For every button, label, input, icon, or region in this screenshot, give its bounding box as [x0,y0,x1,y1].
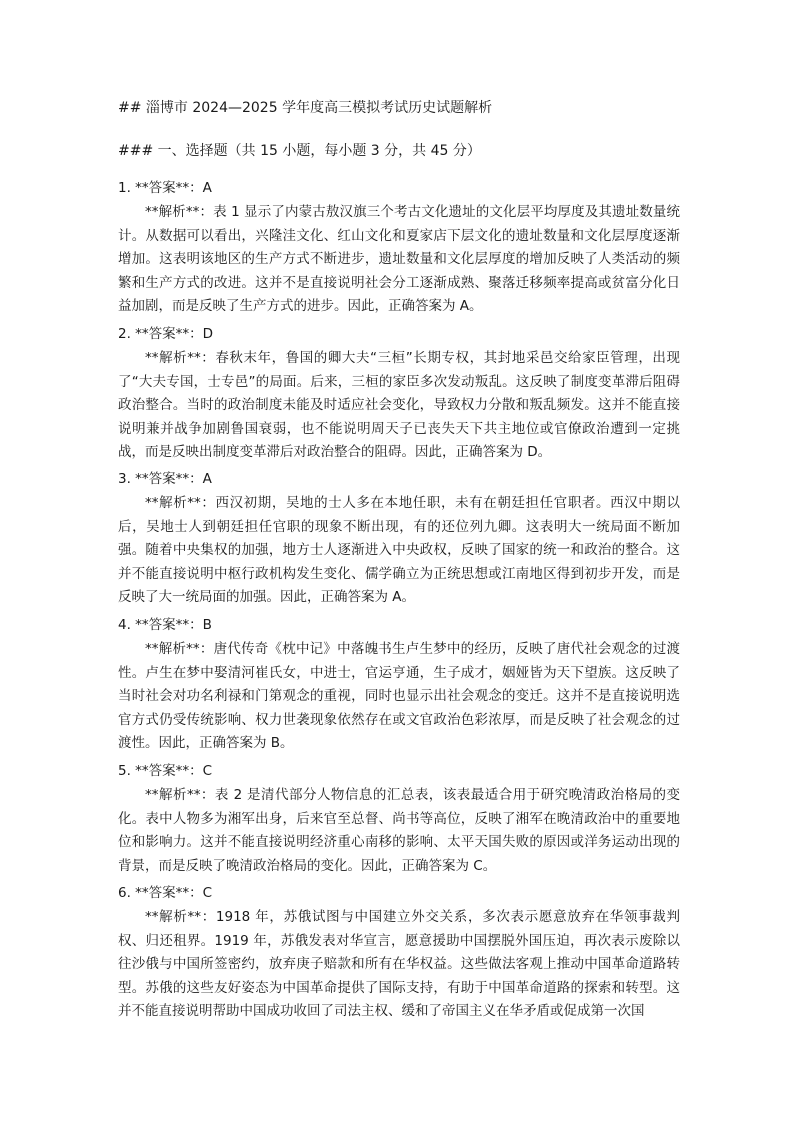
document-title: ## 淄博市 2024—2025 学年度高三模拟考试历史试题解析 [118,100,493,116]
question-item [118,469,680,610]
answer-line: 4. **答案**：B [118,617,212,633]
explanation-paragraph: **解析**：唐代传奇《枕中记》中落魄书生卢生梦中的经历，反映了唐代社会观念的过渡性。卢生在梦中娶清河崔氏女，中进士，官运亨通，生子成才，姻娅皆为天下望族。这反映了当时社会对功名利禄和门第观念的重视，同时也显示出社会观念的变迁。这并不是直接说明选官方式仍受传统影响、权力世袭现象依然存在或文官政治色彩浓厚，而是反映了社会观念的过渡性。因此，正确答案为 B。 [118,641,680,751]
explanation-paragraph: **解析**：春秋末年，鲁国的卿大夫“三桓”长期专权，其封地采邑交给家臣管理，出现了“大夫专国，士专邑”的局面。后来，三桓的家臣多次发动叛乱。这反映了制度变革滞后阻碍政治整合。当时的政治制度未能及时适应社会变化，导致权力分散和叛乱频发。这并不能直接说明兼并战争加剧鲁国衰弱，也不能说明周天子已丧失天下共主地位或官僚政治遭到一定挑战，而是反映出制度变革滞后对政治整合的阻碍。因此，正确答案为 D。 [118,350,680,460]
answer-line: 1. **答案**：A [118,180,212,196]
question-item [118,178,680,319]
explanation-paragraph: **解析**：西汉初期，吴地的士人多在本地任职，未有在朝廷担任官职者。西汉中期以后，吴地士人到朝廷担任官职的现象不断出现，有的还位列九卿。这表明大一统局面不断加强。随着中央集权的加强，地方士人逐渐进入中央政权，反映了国家的统一和政治的整合。这并不能直接说明中枢行政机构发生变化、儒学确立为正统思想或江南地区得到初步开发，而是反映了大一统局面的加强。因此，正确答案为 A。 [118,495,680,605]
answer-line: 6. **答案**：C [118,885,213,901]
explanation-paragraph: **解析**：1918 年，苏俄试图与中国建立外交关系，多次表示愿意放弃在华领事裁判权、归还租界。1919 年，苏俄发表对华宣言，愿意援助中国摆脱外国压迫，再次表示废除以往沙俄与中国所签密约，放弃庚子赔款和所有在华权益。这些做法客观上推动中国革命道路转型。苏俄的这些友好姿态为中国革命提供了国际支持，有助于中国革命道路的探索和转型。这并不能直接说明帮助中国成功收回了司法主权、缓和了帝国主义在华矛盾或促成第一次国 [118,909,680,1019]
explanation-paragraph: **解析**：表 2 是清代部分人物信息的汇总表，该表最适合用于研究晚清政治格局的变化。表中人物多为湘军出身，后来官至总督、尚书等高位，反映了湘军在晚清政治中的重要地位和影响力。这并不能直接说明经济重心南移的影响、太平天国失败的原因或洋务运动出现的背景，而是反映了晚清政治格局的变化。因此，正确答案为 C。 [118,787,680,874]
question-item [118,883,680,1024]
answer-line: 2. **答案**：D [118,326,214,342]
answer-line: 5. **答案**：C [118,763,213,779]
question-item [118,615,680,756]
question-item [118,761,680,878]
question-item [118,324,680,465]
explanation-paragraph: **解析**：表 1 显示了内蒙古敖汉旗三个考古文化遗址的文化层平均厚度及其遗址数量统计。从数据可以看出，兴隆洼文化、红山文化和夏家店下层文化的遗址数量和文化层厚度逐渐增加。这表明该地区的生产方式不断进步，遗址数量和文化层厚度的增加反映了人类活动的频繁和生产方式的改进。这并不是直接说明社会分工逐渐成熟、聚落迁移频率提高或贫富分化日益加剧，而是反映了生产方式的进步。因此，正确答案为 A。 [118,204,680,314]
answer-line: 3. **答案**：A [118,471,212,487]
section-heading: ### 一、选择题（共 15 小题，每小题 3 分，共 45 分） [118,143,481,159]
